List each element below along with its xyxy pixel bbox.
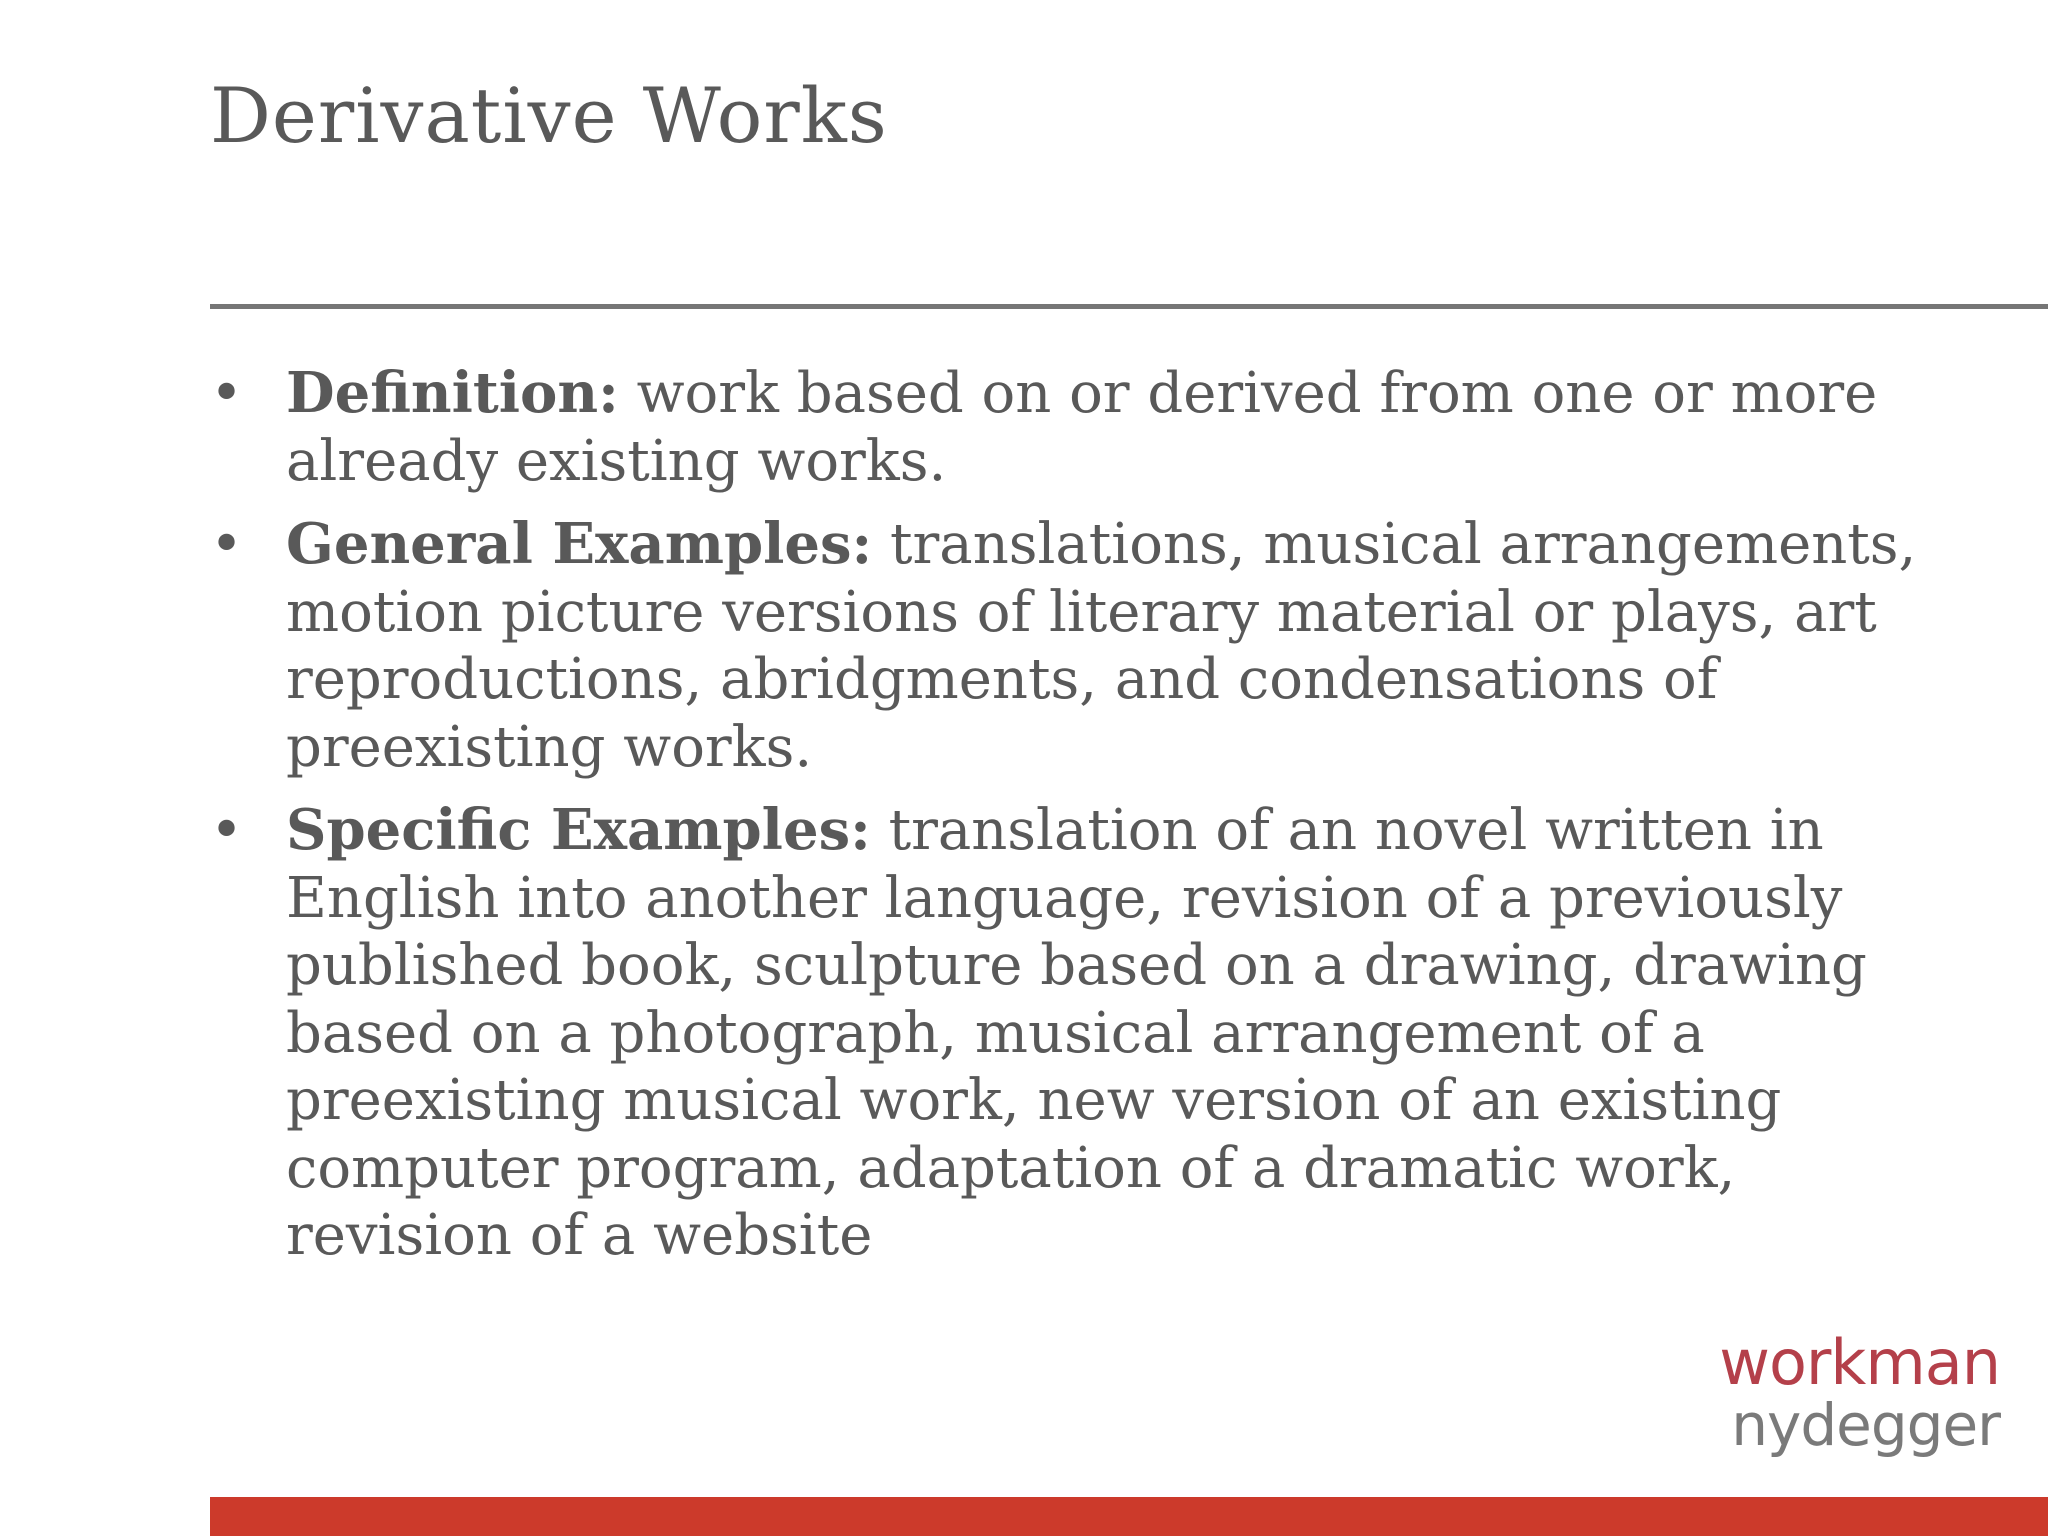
bullet-term: General Examples:: [286, 511, 873, 577]
company-logo: [1700, 1326, 2000, 1459]
bullet-term: Definition:: [286, 360, 619, 426]
bullet-specific-examples: [210, 797, 1930, 1270]
bullet-general-examples: [210, 511, 1930, 781]
slide-title: Derivative Works: [210, 71, 888, 160]
bullet-list: [210, 360, 1930, 1286]
bullet-definition: [210, 360, 1930, 495]
logo-wordmark-line2: nydegger: [1731, 1391, 2000, 1459]
bullet-marker: •: [210, 512, 244, 577]
bullet-marker: •: [210, 361, 244, 426]
bullet-text: translations, musical arrangements, motion picture versions of literary material or plays, art reproductions, abridgments, and condensations of preexisting works.: [286, 512, 1917, 780]
title-divider: [210, 304, 2048, 309]
bullet-text: translation of an novel written in English into another language, revision of a previously published book, sculpture based on a drawing, drawing based on a photograph, musical arrangement of a preexisting musical work, new version of an existing computer program, adaptation of a dramatic work, revision of a website: [286, 798, 1867, 1268]
footer-accent-bar: [210, 1497, 2048, 1536]
bullet-text: work based on or derived from one or more already existing works.: [286, 361, 1878, 494]
bullet-marker: •: [210, 798, 244, 863]
logo-wordmark-line1: workman: [1719, 1326, 2000, 1399]
bullet-term: Specific Examples:: [286, 797, 871, 863]
